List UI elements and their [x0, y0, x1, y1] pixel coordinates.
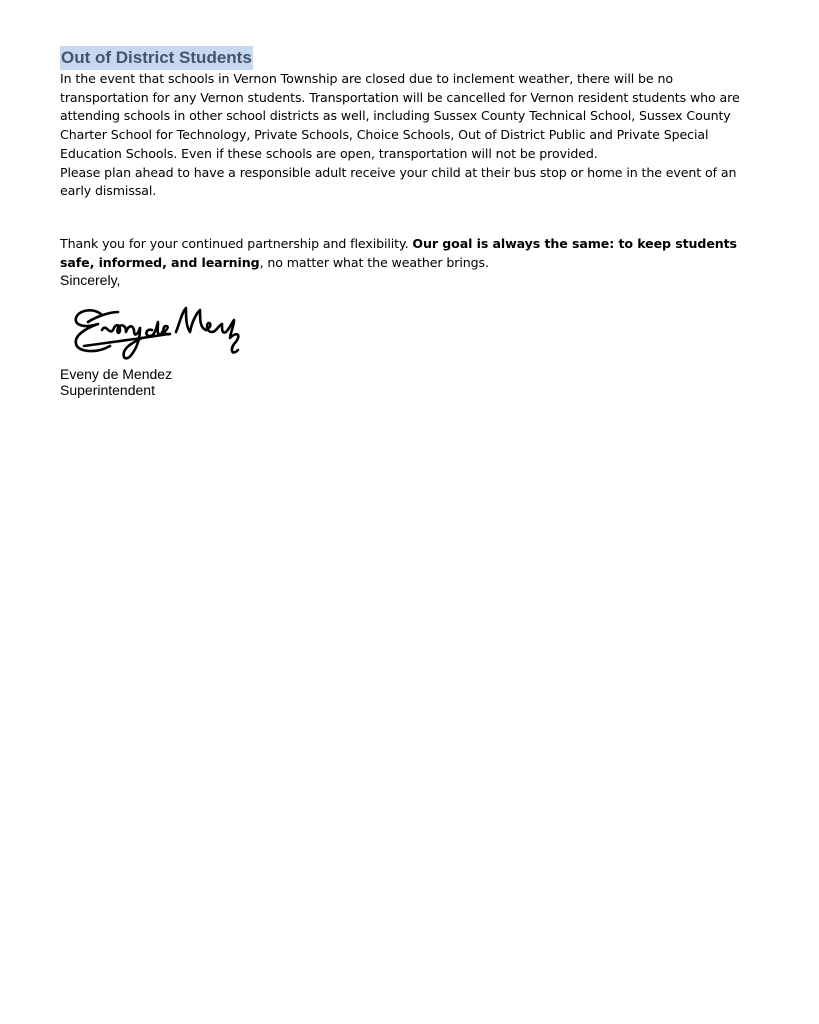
paragraph-gap: [60, 201, 765, 235]
signer-name: Eveny de Mendez: [60, 366, 173, 383]
signer-title: Superintendent: [60, 382, 155, 399]
letter-content: [60, 46, 765, 398]
thanks-end: , no matter what the weather brings.: [259, 254, 489, 270]
thanks-paragraph: [60, 235, 765, 272]
dismissal-paragraph: Please plan ahead to have a responsible adult receive your child at their bus stop or home in the event of an early dismissal.: [60, 164, 737, 199]
thanks-intro: Thank you for your continued partnership and flexibility.: [60, 235, 413, 251]
thanks-emphasis: Our goal is always the same: to keep students safe, informed, and learning: [60, 235, 737, 270]
handwritten-signature: [72, 302, 244, 364]
section-heading: Out of District Students: [60, 46, 253, 70]
salutation: Sincerely,: [60, 272, 121, 289]
transportation-paragraph: In the event that schools in Vernon Township are closed due to inclement weather, there will be no transportation for any Vernon students. Transportation will be cancelled for Vernon resident students who are attending schools in other school districts as well, including Sussex County Technical School, Sussex County Charter School for Technology, Private Schools, Choice Schools, Out of District Public and Private Special Education Schools. Even if these schools are open, transportation will not be provided.: [60, 71, 740, 161]
